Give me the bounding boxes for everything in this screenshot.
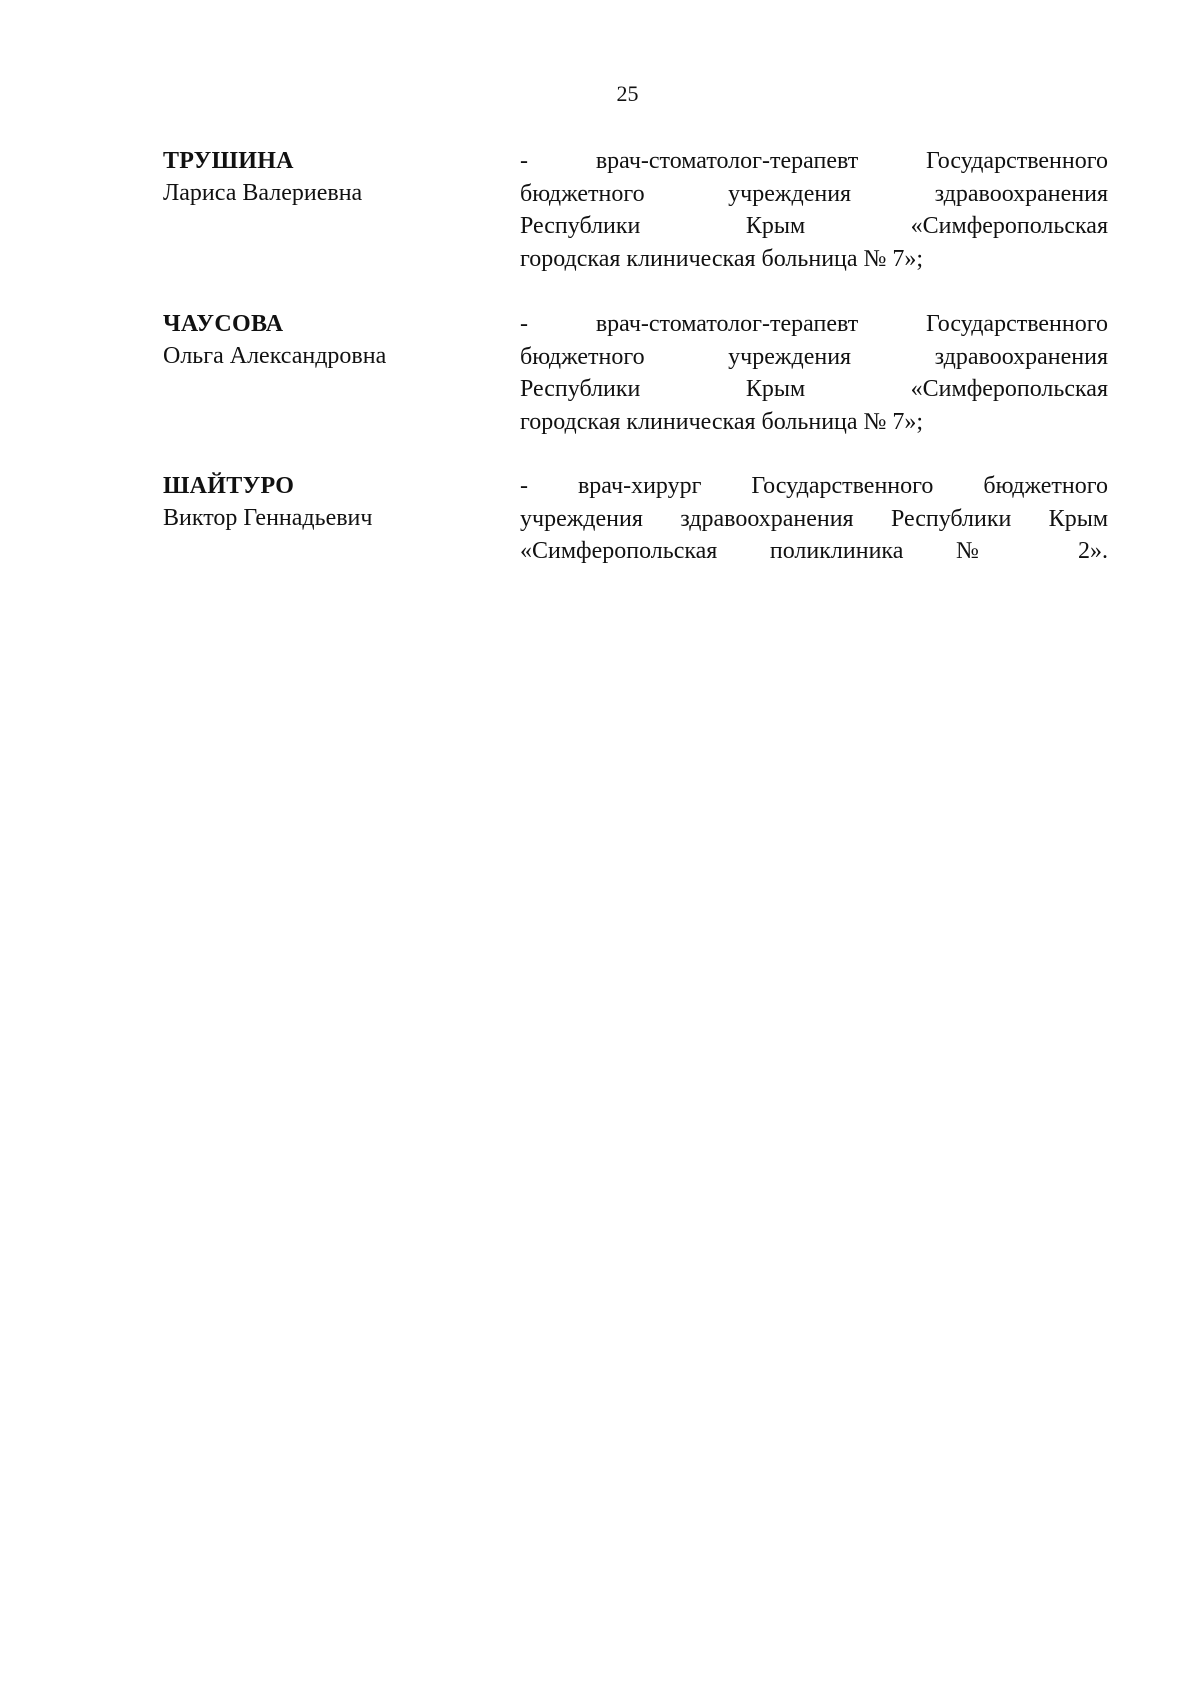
person-name <box>163 145 503 209</box>
person-given-name: Лариса Валериевна <box>163 180 363 206</box>
position-description <box>520 308 1108 438</box>
person-name <box>163 470 503 534</box>
page-number: 25 <box>616 81 639 106</box>
person-given-name: Виктор Геннадьевич <box>163 505 373 531</box>
person-surname: ЧАУСОВА <box>163 311 284 337</box>
position-description <box>520 470 1108 568</box>
position-line: учреждения здравоохранения Республики Крым <box>520 505 1108 532</box>
person-given-name: Ольга Александровна <box>163 343 387 369</box>
position-line: «Симферопольская поликлиника № 2». <box>520 538 1108 564</box>
position-line: бюджетного учреждения здравоохранения <box>520 343 1108 370</box>
position-line: городская клиническая больница № 7»; <box>520 408 924 435</box>
position-line: - врач-стоматолог-терапевт Государственного <box>520 311 1108 337</box>
person-surname: ТРУШИНА <box>163 148 294 174</box>
position-line: городская клиническая больница № 7»; <box>520 245 924 272</box>
position-line: - врач-хирург Государственного бюджетного <box>520 473 1108 499</box>
position-line: Республики Крым «Симферопольская <box>520 376 1108 402</box>
position-description <box>520 145 1108 275</box>
person-name <box>163 308 503 372</box>
position-line: бюджетного учреждения здравоохранения <box>520 180 1108 207</box>
position-line: - врач-стоматолог-терапевт Государственного <box>520 148 1108 174</box>
person-surname: ШАЙТУРО <box>163 473 295 499</box>
position-line: Республики Крым «Симферопольская <box>520 213 1108 239</box>
